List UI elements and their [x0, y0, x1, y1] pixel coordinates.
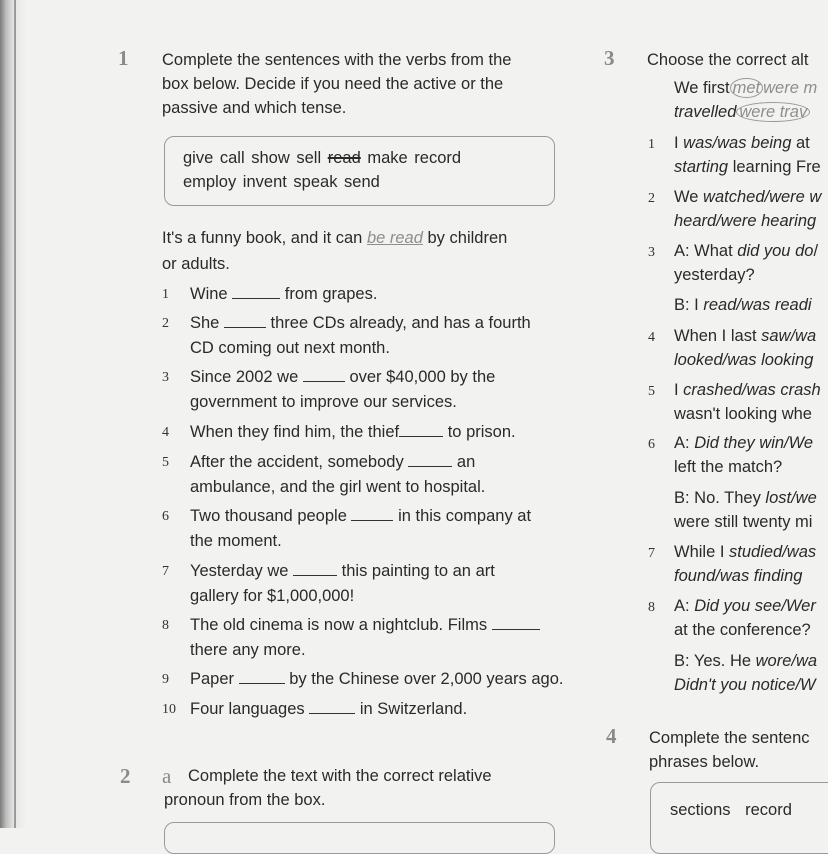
item-number: 6 — [648, 437, 655, 452]
word-box-row: sections record — [670, 801, 792, 819]
item-number: 5 — [648, 384, 655, 399]
instruction-line: Complete the text with the correct relative — [188, 767, 492, 785]
item-number: 3 — [648, 245, 655, 260]
choice-line: A: Did you see/Wer — [674, 597, 816, 615]
sentence-item: Since 2002 we over $40,000 by the — [190, 368, 496, 386]
sentence-item-cont: government to improve our services. — [190, 393, 457, 411]
sentence-item: She three CDs already, and has a fourth — [190, 314, 531, 332]
sentence-item: Two thousand people in this company at — [190, 507, 532, 525]
example-line: travelled were trav — [674, 102, 810, 122]
sentence-item-cont: the moment. — [190, 532, 282, 550]
choice-line: A: What did you do/ — [674, 242, 819, 260]
instruction-line: phrases below. — [649, 753, 760, 771]
item-number: 9 — [162, 672, 169, 687]
choice-line: yesterday? — [674, 266, 755, 284]
item-number: 5 — [162, 455, 169, 470]
choice-line: starting learning Fre — [674, 158, 821, 176]
item-number: 1 — [162, 287, 169, 302]
choice-line: B: Yes. He wore/wa — [674, 652, 818, 670]
choice-line: While I studied/was — [674, 543, 817, 561]
item-number: 4 — [162, 425, 169, 440]
item-number: 2 — [648, 191, 655, 206]
sentence-item: After the accident, somebody an — [190, 453, 476, 471]
choice-line: B: I read/was readi — [674, 296, 812, 314]
choice-line: I crashed/was crash — [674, 381, 821, 399]
sentence-item-cont: ambulance, and the girl went to hospital. — [190, 478, 486, 496]
instruction-line: Complete the sentences with the verbs from the — [162, 51, 512, 69]
instruction-line: Complete the sentenc — [649, 729, 810, 747]
choice-line: were still twenty mi — [674, 513, 813, 531]
sentence-item-cont: CD coming out next month. — [190, 339, 390, 357]
word-box — [164, 136, 555, 206]
choice-line: looked/was looking — [674, 351, 814, 369]
item-number: 7 — [648, 546, 655, 561]
example-line: We first met were m — [674, 79, 818, 97]
instruction-line: Choose the correct alt — [647, 51, 809, 69]
choice-line: Didn't you notice/W — [674, 676, 816, 694]
sentence-item-cont: gallery for $1,000,000! — [190, 587, 355, 605]
circled-answer: were trav — [736, 102, 810, 122]
sentence-item: Wine from grapes. — [190, 285, 378, 303]
item-number: 7 — [162, 564, 169, 579]
word-box-row: give call show sell read make record — [183, 149, 462, 167]
item-number: 8 — [162, 618, 169, 633]
instruction-line: pronoun from the box. — [164, 791, 326, 809]
word-box — [164, 822, 555, 854]
instruction-line: box below. Decide if you need the active or the — [162, 75, 504, 93]
choice-line: left the match? — [674, 458, 783, 476]
choice-line: When I last saw/wa — [674, 327, 817, 345]
item-number: 4 — [648, 330, 655, 345]
crossed-word: read — [327, 149, 361, 167]
choice-line: heard/were hearing — [674, 212, 817, 230]
item-number: 1 — [648, 137, 655, 152]
sentence-item: Four languages in Switzerland. — [190, 700, 468, 718]
item-number: 10 — [162, 702, 176, 717]
item-number: 8 — [648, 600, 655, 615]
spine-line — [14, 0, 16, 828]
sentence-item: When they find him, the thief to prison. — [190, 423, 516, 441]
choice-line: I was/was being at — [674, 134, 810, 152]
word-box-row: employ invent speak send — [183, 173, 380, 191]
choice-line: found/was finding — [674, 567, 803, 585]
example-answer: be read — [366, 229, 423, 247]
sentence-item: Yesterday we this painting to an art — [190, 562, 495, 580]
example-sentence-line2: or adults. — [162, 255, 230, 273]
choice-line: A: Did they win/We — [674, 434, 814, 452]
choice-line: B: No. They lost/we — [674, 489, 817, 507]
item-number: 6 — [162, 509, 169, 524]
exercise-number: 3 — [604, 46, 615, 70]
exercise-number: 4 — [606, 724, 617, 748]
item-number: 3 — [162, 370, 169, 385]
choice-line: at the conference? — [674, 621, 811, 639]
sentence-item: Paper by the Chinese over 2,000 years ago. — [190, 670, 564, 688]
item-number: 2 — [162, 316, 169, 331]
example-sentence: It's a funny book, and it can be read by children — [162, 229, 508, 247]
circled-answer: met — [730, 78, 764, 98]
exercise-letter: a — [162, 764, 172, 788]
exercise-number: 1 — [118, 46, 129, 70]
exercise-number: 2 — [120, 764, 131, 788]
choice-line: wasn't looking whe — [674, 405, 812, 423]
choice-line: We watched/were w — [674, 188, 822, 206]
sentence-item: The old cinema is now a nightclub. Films — [190, 615, 540, 635]
book-spine-shadow — [0, 0, 26, 828]
sentence-item-cont: there any more. — [190, 641, 306, 659]
instruction-line: passive and which tense. — [162, 99, 347, 117]
